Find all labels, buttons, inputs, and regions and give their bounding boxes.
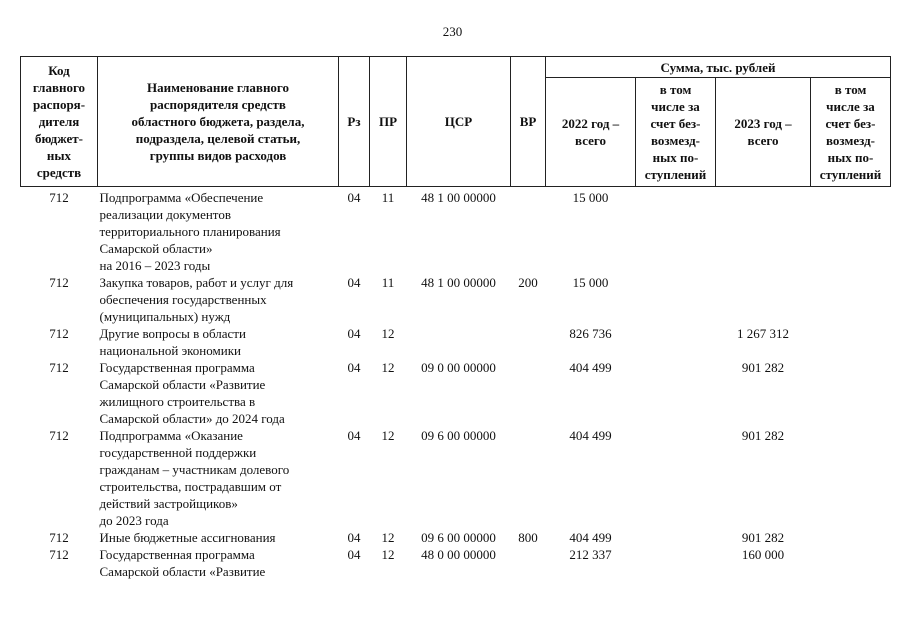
row-rz: 04 [347, 275, 361, 290]
row-rz: 04 [347, 547, 361, 562]
row-code: 712 [49, 360, 69, 375]
header-2023-incl [811, 78, 891, 187]
row-name-line: Иные бюджетные ассигнования [99, 530, 276, 545]
row-csr: 09 6 00 00000 [421, 428, 496, 443]
header-sum-title: Сумма, тыс. рублей [546, 57, 891, 78]
row-sum-2023: 901 282 [741, 428, 785, 443]
row-pr: 12 [381, 428, 395, 443]
row-rz: 04 [347, 428, 361, 443]
header-line: 2023 год – [734, 116, 792, 131]
row-name-line: государственной поддержки [99, 445, 257, 460]
header-line: ных по- [652, 150, 699, 165]
row-csr: 09 0 00 00000 [421, 360, 496, 375]
header-line: счет без- [650, 116, 701, 131]
row-vr [511, 325, 546, 359]
row-sum-2023: 901 282 [741, 530, 785, 545]
row-vr: 200 [518, 275, 538, 290]
table-row [21, 187, 891, 275]
header-2023-total [716, 78, 811, 187]
header-line: главного [32, 80, 86, 95]
table-row [21, 529, 891, 546]
header-2022-incl [636, 78, 716, 187]
header-row-top [21, 57, 891, 78]
row-sum-2023-incl [811, 427, 891, 529]
row-name-line: Самарской области «Развитие [99, 377, 266, 392]
row-sum-2022: 212 337 [569, 547, 612, 562]
table-row [21, 546, 891, 580]
table-body [21, 187, 891, 581]
row-name-line: Государственная программа [99, 360, 255, 375]
header-line: числе за [651, 99, 700, 114]
header-line: дителя [38, 114, 80, 129]
row-name-line: Самарской области» [99, 241, 213, 256]
header-line: ступлений [644, 167, 707, 182]
row-vr [511, 546, 546, 580]
row-code: 712 [49, 190, 69, 205]
row-csr: 09 6 00 00000 [421, 530, 496, 545]
row-pr: 12 [381, 360, 395, 375]
row-name-line: на 2016 – 2023 годы [99, 258, 211, 273]
row-sum-2023-incl [811, 274, 891, 325]
row-name-line: Самарской области» до 2024 года [99, 411, 285, 426]
row-pr: 11 [381, 275, 395, 290]
row-code: 712 [49, 530, 69, 545]
table-row [21, 359, 891, 427]
header-line: Наименование главного [146, 80, 290, 95]
row-name [98, 359, 339, 427]
row-code: 712 [49, 428, 69, 443]
row-code: 712 [49, 547, 69, 562]
row-vr: 800 [518, 530, 538, 545]
row-name-line: Государственная программа [99, 547, 255, 562]
header-2022-total [546, 78, 636, 187]
header-pr: ПР [370, 57, 407, 187]
row-sum-2022: 404 499 [569, 360, 612, 375]
row-csr [407, 325, 511, 359]
row-sum-2022-incl [636, 187, 716, 275]
row-sum-2023-incl [811, 529, 891, 546]
row-rz: 04 [347, 530, 361, 545]
row-name [98, 187, 339, 275]
row-sum-2022: 404 499 [569, 530, 612, 545]
row-rz: 04 [347, 326, 361, 341]
row-csr: 48 0 00 00000 [421, 547, 496, 562]
row-name-line: строительства, пострадавшим от [99, 479, 282, 494]
row-sum-2022-incl [636, 427, 716, 529]
row-name-line: Подпрограмма «Обеспечение [99, 190, 264, 205]
header-line: числе за [826, 99, 875, 114]
row-rz: 04 [347, 360, 361, 375]
row-sum-2023-incl [811, 359, 891, 427]
row-name-line: жилищного строительства в [99, 394, 256, 409]
row-sum-2023: 901 282 [741, 360, 785, 375]
row-sum-2022-incl [636, 274, 716, 325]
row-sum-2022-incl [636, 359, 716, 427]
row-pr: 11 [381, 190, 395, 205]
row-sum-2022: 15 000 [572, 190, 609, 205]
header-line: бюджет- [34, 131, 83, 146]
header-line: ных [46, 148, 72, 163]
row-code: 712 [49, 326, 69, 341]
row-code: 712 [49, 275, 69, 290]
row-name [98, 529, 339, 546]
row-vr [511, 427, 546, 529]
table-header [21, 57, 891, 187]
header-line: 2022 год – [561, 116, 620, 131]
header-line: всего [747, 133, 779, 148]
row-sum-2022: 404 499 [569, 428, 612, 443]
row-name [98, 427, 339, 529]
header-line: областного бюджета, раздела, [131, 114, 305, 129]
row-name-line: (муниципальных) нужд [99, 309, 231, 324]
header-line: ступлений [819, 167, 882, 182]
row-name-line: Самарской области «Развитие [99, 564, 266, 579]
row-sum-2022: 15 000 [572, 275, 609, 290]
header-line: в том [834, 82, 867, 97]
header-vr: ВР [511, 57, 546, 187]
header-code [21, 57, 98, 187]
row-sum-2023 [716, 274, 811, 325]
row-sum-2023-incl [811, 187, 891, 275]
header-line: распорядителя средств [150, 97, 286, 112]
header-line: счет без- [825, 116, 876, 131]
row-name-line: действий застройщиков» [99, 496, 238, 511]
row-pr: 12 [381, 530, 395, 545]
row-sum-2022-incl [636, 546, 716, 580]
row-name [98, 325, 339, 359]
header-line: всего [575, 133, 606, 148]
row-sum-2022: 826 736 [569, 326, 612, 341]
row-sum-2023 [716, 187, 811, 275]
row-csr: 48 1 00 00000 [421, 275, 496, 290]
row-name-line: Закупка товаров, работ и услуг для [99, 275, 294, 290]
header-line: возмезд- [651, 133, 700, 148]
header-csr: ЦСР [407, 57, 511, 187]
header-line: ных по- [827, 150, 874, 165]
row-name [98, 546, 339, 580]
row-name [98, 274, 339, 325]
header-line: подраздела, целевой статьи, [135, 131, 301, 146]
table-row [21, 427, 891, 529]
row-vr [511, 359, 546, 427]
row-vr [511, 187, 546, 275]
row-name-line: реализации документов [99, 207, 231, 222]
row-name-line: Другие вопросы в области [99, 326, 246, 341]
row-csr: 48 1 00 00000 [421, 190, 496, 205]
header-line: возмезд- [826, 133, 875, 148]
row-name-line: территориального планирования [99, 224, 281, 239]
table-row [21, 274, 891, 325]
row-name-line: гражданам – участникам долевого [99, 462, 290, 477]
row-pr: 12 [381, 547, 395, 562]
row-sum-2023-incl [811, 325, 891, 359]
row-rz: 04 [347, 190, 361, 205]
row-name-line: обеспечения государственных [99, 292, 267, 307]
header-line: группы видов расходов [149, 148, 287, 163]
budget-table [20, 56, 891, 580]
row-pr: 12 [381, 326, 395, 341]
header-line: распоря- [32, 97, 86, 112]
header-line: в том [659, 82, 692, 97]
page-number: 230 [442, 24, 463, 39]
row-name-line: национальной экономики [99, 343, 241, 358]
row-sum-2023-incl [811, 546, 891, 580]
row-name-line: Подпрограмма «Оказание [99, 428, 243, 443]
header-rz: Рз [339, 57, 370, 187]
row-sum-2023: 160 000 [741, 547, 785, 562]
header-name [98, 57, 339, 187]
row-name-line: до 2023 года [99, 513, 169, 528]
header-line: Код [48, 63, 70, 78]
table-row [21, 325, 891, 359]
row-sum-2022-incl [636, 529, 716, 546]
header-line: средств [36, 165, 82, 180]
row-sum-2022-incl [636, 325, 716, 359]
row-sum-2023: 1 267 312 [737, 326, 789, 341]
